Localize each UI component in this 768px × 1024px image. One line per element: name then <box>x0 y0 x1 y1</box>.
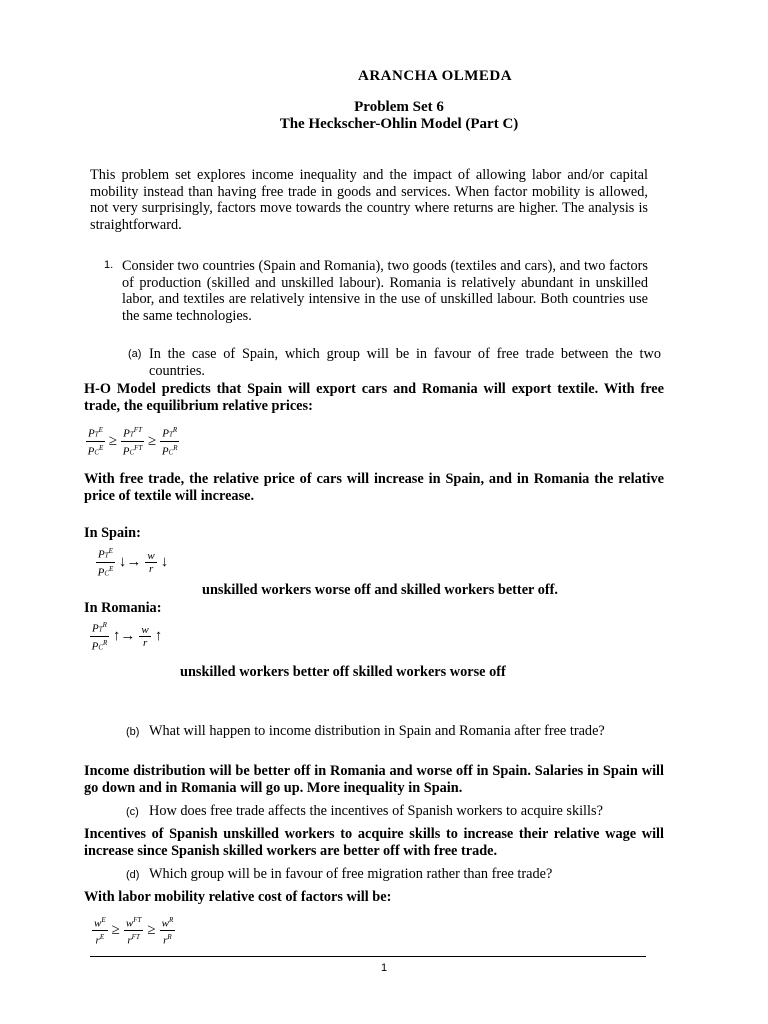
part-c-question: How does free trade affects the incentives of Spanish workers to acquire skills? <box>149 803 603 819</box>
footer-divider <box>90 956 646 957</box>
part-a-label: (a) <box>128 348 142 360</box>
question-1-text: Consider two countries (Spain and Romania), two goods (textiles and cars), and two factors of production (skilled and unskilled labour). Romania is relatively abundant in unskilled labor, and textiles are relatively intensive in the use of unskilled labour. Both countries use the same technologies. <box>122 258 648 324</box>
part-c-answer: Incentives of Spanish unskilled workers to acquire skills to increase their relative wage will increase since Spanish skilled workers are better off with free trade. <box>84 826 664 859</box>
problem-set-subtitle: The Heckscher-Ohlin Model (Part C) <box>279 116 519 132</box>
part-c-label: (c) <box>126 806 139 818</box>
intro-paragraph: This problem set explores income inequality and the impact of allowing labor and/or capital mobility instead than having free trade in goods and services. When factor mobility is allowed, not very surprisingly, factors move towards the country where returns are higher. The analysis is straightforward. <box>90 167 648 233</box>
price-inequality-equation: $\frac{PT^E}{PC^E}$ ≥ $\frac{PT^{FT}}{PC^{FT}}$ ≥ $\frac{PT^R}{PC^R}$ <box>87 426 178 458</box>
part-a-answer-2: With free trade, the relative price of cars will increase in Spain, and in Romania the relative price of textile will increase. <box>84 471 664 504</box>
spain-heading: In Spain: <box>84 525 141 541</box>
part-b-question: What will happen to income distribution in Spain and Romania after free trade? <box>149 723 605 739</box>
romania-heading: In Romania: <box>84 600 162 616</box>
factor-cost-equation: $\frac{w^E}{r^E}$ ≥ $\frac{w^{FT}}{r^{FT}}$ ≥ $\frac{w^R}{r^R}$ <box>94 916 174 947</box>
question-number: 1. <box>104 259 114 271</box>
romania-equation: $\frac{PT^R}{PC^R}$ ↑→ $\frac{w}{r}$ ↑ <box>91 621 163 653</box>
page-number: 1 <box>380 962 388 974</box>
author-name: ARANCHA OLMEDA <box>358 68 513 84</box>
part-d-label: (d) <box>126 869 140 881</box>
romania-result: unskilled workers better off skilled workers worse off <box>180 664 506 680</box>
spain-equation: $\frac{PT^E}{PC^E}$ ↓→ $\frac{w}{r}$ ↓ <box>97 547 169 579</box>
part-d-question: Which group will be in favour of free migration rather than free trade? <box>149 866 553 882</box>
part-a-answer-1: H-O Model predicts that Spain will export cars and Romania will export textile. With free trade, the equilibrium relative prices: <box>84 381 664 414</box>
part-b-label: (b) <box>126 726 140 738</box>
problem-set-title: Problem Set 6 <box>354 99 444 115</box>
spain-result: unskilled workers worse off and skilled workers better off. <box>202 582 558 598</box>
part-b-answer: Income distribution will be better off in Romania and worse off in Spain. Salaries in Spain will go down and in Romania will go up. More inequality in Spain. <box>84 763 664 796</box>
part-d-answer: With labor mobility relative cost of factors will be: <box>84 889 392 905</box>
part-a-question: In the case of Spain, which group will be in favour of free trade between the two countries. <box>149 346 661 379</box>
